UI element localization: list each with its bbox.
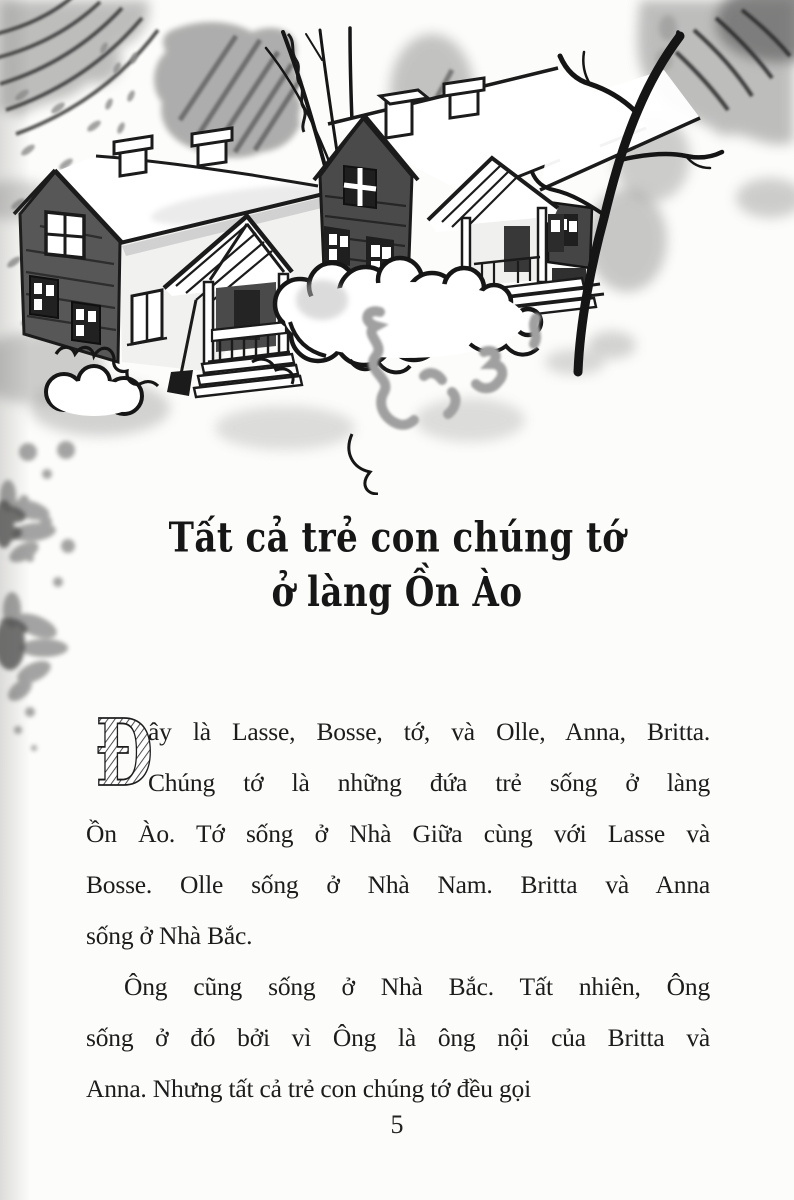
paragraph-2 xyxy=(86,961,710,1114)
ground-line xyxy=(349,434,378,494)
village-illustration xyxy=(0,0,794,495)
text-line: ây là Lasse, Bosse, tớ, và Olle, Anna, Britta. xyxy=(148,717,710,746)
page-number: 5 xyxy=(390,1110,404,1139)
drop-cap xyxy=(96,715,152,789)
drop-cap-letter: Đ xyxy=(96,715,152,789)
chimney-4 xyxy=(444,78,484,118)
chapter-title-line-1: Tất cả trẻ con chúng tớ xyxy=(168,513,626,563)
lower-window-1 xyxy=(30,276,58,318)
chapter-title xyxy=(0,511,794,621)
text-line: sống ở đó bởi vì Ông là ông nội của Britta và xyxy=(86,1023,710,1052)
middle-window-1 xyxy=(324,226,350,266)
front-window xyxy=(127,290,167,345)
lower-window-2 xyxy=(72,302,100,344)
text-line: Bosse. Olle sống ở Nhà Nam. Britta và Anna xyxy=(86,870,710,899)
body-text xyxy=(86,706,710,1114)
text-line: sống ở Nhà Bắc. xyxy=(86,921,253,950)
paragraph-1 xyxy=(86,706,710,961)
text-line: Chúng tớ là những đứa trẻ sống ở làng xyxy=(148,768,710,797)
text-line: Anna. Nhưng tất cả trẻ con chúng tớ đều gọi xyxy=(86,1074,531,1103)
text-line: Ông cũng sống ở Nhà Bắc. Tất nhiên, Ông xyxy=(124,972,710,1001)
chimney-1 xyxy=(114,136,152,176)
chapter-title-line-2: ở làng Ồn Ào xyxy=(271,568,523,618)
gable-window xyxy=(46,212,84,258)
cross-window xyxy=(344,166,376,208)
chimney-2 xyxy=(192,128,232,166)
text-line: Ồn Ào. Tớ sống ở Nhà Giữa cùng với Lasse và xyxy=(86,819,710,848)
